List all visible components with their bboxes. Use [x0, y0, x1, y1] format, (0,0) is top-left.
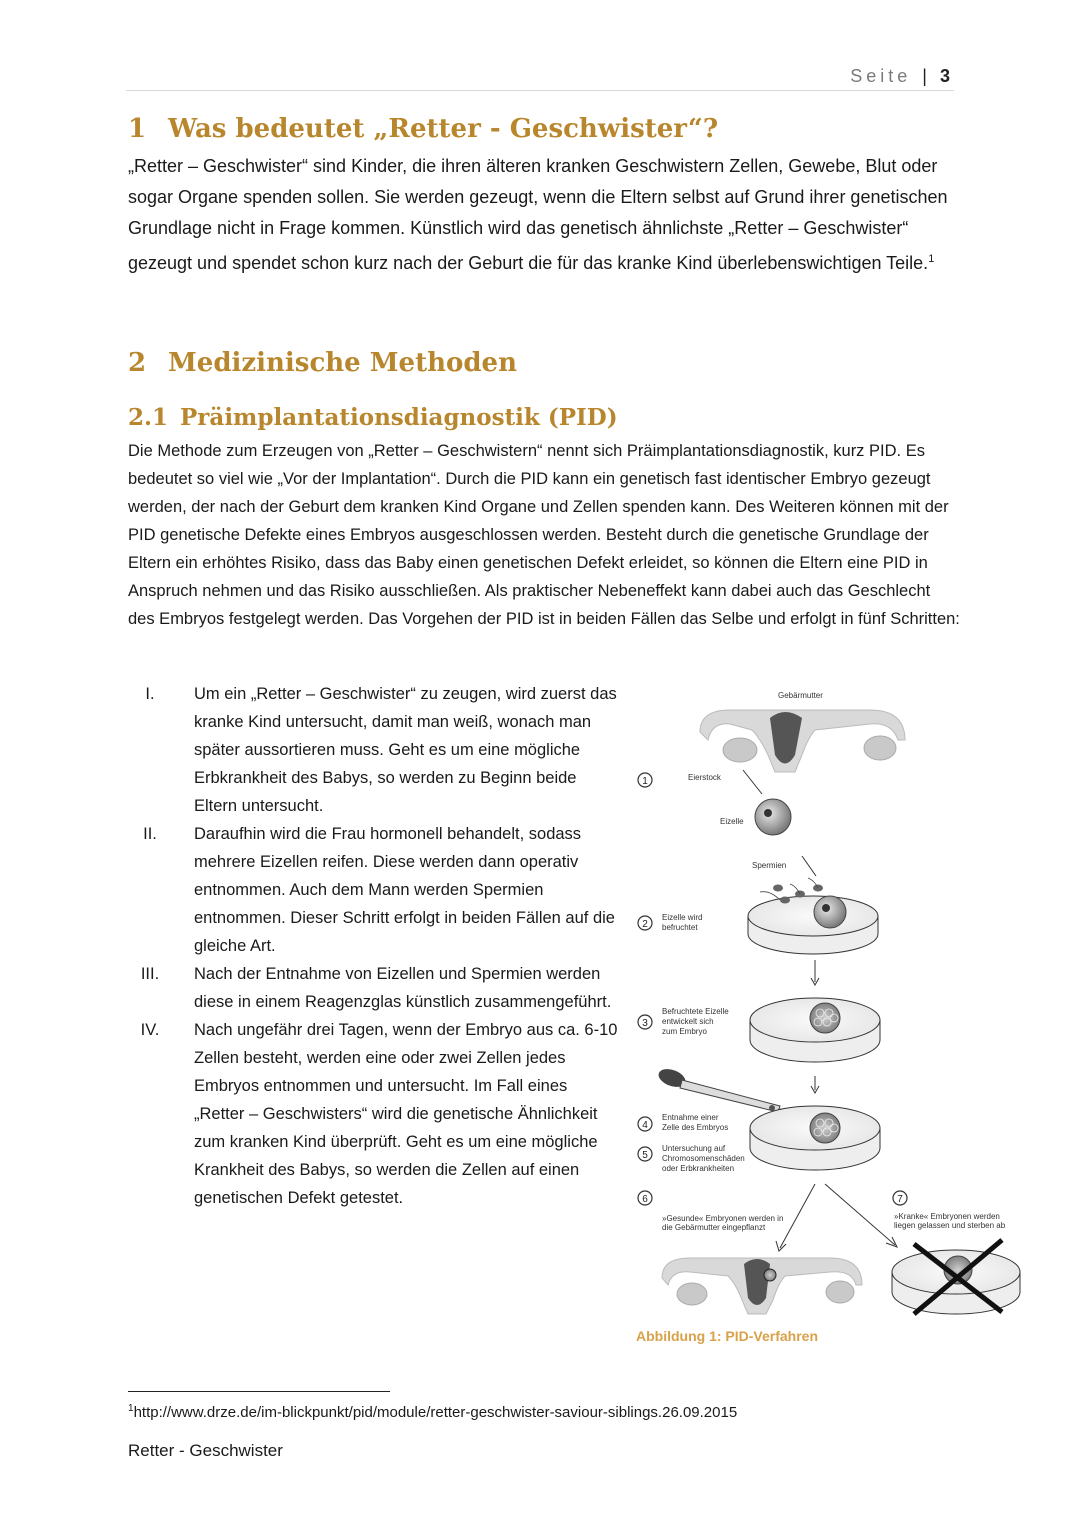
- step-number: 2: [642, 919, 648, 930]
- header-divider: [126, 90, 954, 91]
- step-number: 1: [642, 776, 648, 787]
- label-examination: Untersuchung auf Chromosomenschäden oder Erbkrankheiten: [662, 1144, 745, 1173]
- page-separator: |: [922, 66, 927, 86]
- page-label: Seite: [850, 66, 912, 86]
- egg-cell: [755, 799, 791, 835]
- list-item: [130, 1016, 620, 1212]
- petri-dish: [748, 896, 878, 954]
- step-marker: [638, 1191, 652, 1205]
- label-egg: Eizelle: [720, 817, 744, 826]
- label-extraction: Entnahme einer Zelle des Embryos: [662, 1113, 729, 1132]
- step-number: 7: [897, 1194, 903, 1205]
- list-numeral: III.: [140, 965, 160, 983]
- section-1-text: „Retter – Geschwister“ sind Kinder, die ihren älteren kranken Geschwistern Zellen, Gewebe, Blut oder sogar Organe spenden sollen. Sie werden gezeugt, wenn die Eltern selbst auf Grund ihrer genetischen Grundlage nicht in Frage kommen. Künstlich wird das genetisch ähnlichste „Retter – Geschwister“ gezeugt und spendet schon kurz nach der Geburt die für das kranke Kind überlebenswichtigen Teile.: [128, 156, 948, 273]
- figure-caption: Abbildung 1: PID-Verfahren: [636, 1328, 819, 1344]
- list-item-text: Nach ungefähr drei Tagen, wenn der Embryo aus ca. 6-10 Zellen besteht, werden eine oder zwei Zellen jedes Embryos entnommen und untersucht. Im Fall eines „Retter – Geschwisters“ wird die genetische Ähnlichkeit zum kranken Kind überprüft. Geht es um eine mögliche Krankheit des Babys, so werden die Zellen auf einen genetischen Defekt getestet.: [194, 1021, 618, 1207]
- section-2-number: 2: [128, 348, 147, 378]
- label-ovary: Eierstock: [688, 773, 721, 782]
- footnote-reference: 1: [928, 253, 935, 265]
- section-2-heading: [128, 348, 517, 378]
- section-2-1-heading: [128, 404, 618, 431]
- page-footer: Retter - Geschwister: [128, 1441, 283, 1460]
- label-healthy: »Gesunde« Embryonen werden in die Gebärmutter eingepflanzt: [662, 1214, 784, 1232]
- list-item: [130, 960, 620, 1016]
- footnote: [128, 1403, 737, 1421]
- list-item-text: Daraufhin wird die Frau hormonell behandelt, sodass mehrere Eizellen reifen. Diese werden dann operativ entnommen. Auch dem Mann werden Spermien entnommen. Dieser Schritt erfolgt in beiden Fällen auf die gleiche Art.: [194, 825, 615, 955]
- section-2-title: Medizinische Methoden: [168, 348, 517, 378]
- step-marker: [638, 1015, 652, 1029]
- step-number: 3: [642, 1018, 648, 1029]
- list-item: [130, 820, 620, 960]
- label-sick: »Kranke« Embryonen werden liegen gelassen und sterben ab: [894, 1212, 1006, 1230]
- steps-list: [130, 680, 620, 1212]
- list-numeral: IV.: [140, 1021, 160, 1039]
- section-2-1-number: 2.1: [128, 404, 169, 431]
- step-number: 4: [642, 1120, 648, 1131]
- section-2-1-paragraph: Die Methode zum Erzeugen von „Retter – Geschwistern“ nennt sich Präimplantationsdiagnostik, kurz PID. Es bedeutet so viel wie „Vor der Implantation“. Durch die PID kann ein genetisch fast identischer Embryo gezeugt werden, der nach der Geburt dem kranken Kind Organe und Zellen spenden kann. Des Weiteren können mit der PID genetische Defekte eines Embryos ausgeschlossen werden. Besteht durch die genetische Grundlage der Eltern ein erhöhtes Risiko, dass das Baby einen genetischen Defekt erleidet, so können die Eltern eine PID in Anspruch nehmen und das Risiko ausschließen. Als praktischer Nebeneffekt kann dabei auch das Geschlecht des Embryos festgelegt werden. Das Vorgehen der PID ist in beiden Fällen das Selbe und erfolgt in fünf Schritten:: [128, 442, 960, 628]
- footnote-divider: [128, 1391, 390, 1392]
- step-marker: [893, 1191, 907, 1205]
- list-item-text: Nach der Entnahme von Eizellen und Spermien werden diese in einem Reagenzglas künstlich zusammengeführt.: [194, 965, 612, 1011]
- label-sperm: Spermien: [752, 861, 787, 870]
- section-1-paragraph: [128, 151, 958, 279]
- step-marker: [638, 916, 652, 930]
- section-1-title: Was bedeutet „Retter - Geschwister“?: [168, 114, 719, 144]
- section-2-1-title: Präimplantationsdiagnostik (PID): [180, 404, 618, 431]
- footnote-marker: 1: [128, 1403, 134, 1414]
- uterus-illustration: [700, 710, 905, 772]
- list-item: [130, 680, 620, 820]
- step-marker: [638, 1117, 652, 1131]
- section-1-number: 1: [128, 114, 147, 144]
- label-fertilized: Eizelle wird befruchtet: [662, 913, 703, 932]
- step-marker: [638, 773, 652, 787]
- step-number: 6: [642, 1194, 648, 1205]
- step-number: 5: [642, 1150, 648, 1161]
- uterus-implant-illustration: [662, 1258, 862, 1314]
- list-item-text: Um ein „Retter – Geschwister“ zu zeugen, wird zuerst das kranke Kind untersucht, damit man weiß, wonach man später aussortieren muss. Geht es um eine mögliche Erbkrankheit des Babys, so werden zu Beginn beide Eltern untersucht.: [194, 685, 617, 815]
- page-header: [850, 66, 950, 87]
- footnote-url: http://www.drze.de/im-blickpunkt/pid/module/retter-geschwister-saviour-siblings.26.09.2015: [133, 1404, 738, 1421]
- step-marker: [638, 1147, 652, 1161]
- pid-process-figure: [630, 680, 1030, 1320]
- label-uterus: Gebärmutter: [778, 691, 823, 700]
- list-numeral: I.: [145, 685, 155, 703]
- section-1-heading: [128, 114, 718, 144]
- embryo: [810, 1003, 840, 1033]
- page-number: 3: [939, 66, 950, 86]
- label-develops: Befruchtete Eizelle entwickelt sich zum Embryo: [662, 1007, 729, 1036]
- discarded-dish: [892, 1240, 1020, 1314]
- list-numeral: II.: [143, 825, 157, 843]
